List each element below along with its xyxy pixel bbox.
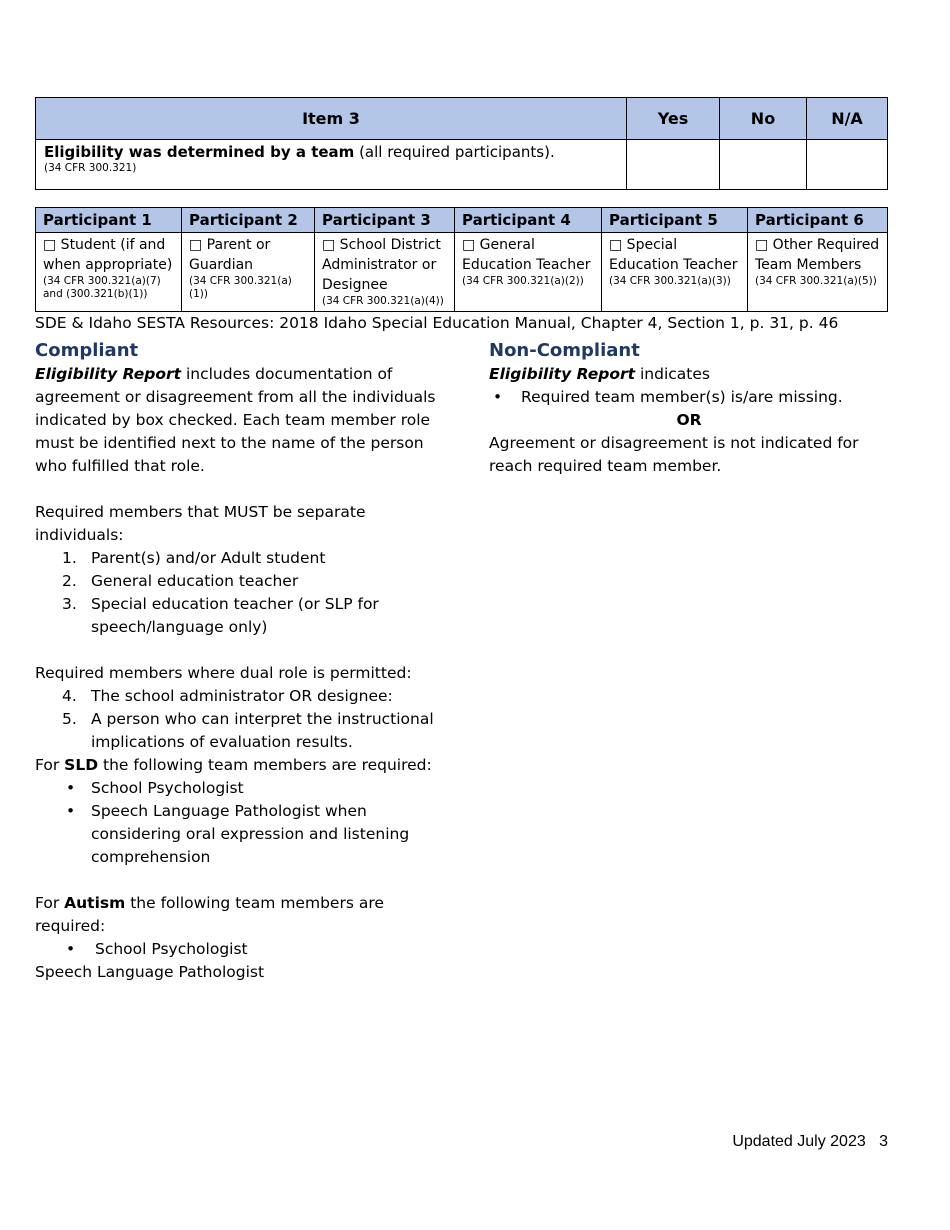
noncompliant-list (489, 386, 889, 409)
list-item: • School Psychologist (66, 940, 248, 958)
sld-members-list (35, 777, 445, 869)
item-description-bold: Eligibility was determined by a team (44, 143, 355, 161)
participant-2-cell[interactable] (182, 233, 315, 312)
compliant-intro (35, 363, 445, 478)
participant-4-citation: (34 CFR 300.321(a)(2)) (462, 275, 584, 287)
participant-6-header: Participant 6 (748, 208, 888, 233)
compliant-intro-rest: includes documentation of agreement or disagreement from all the individuals indicated by box checked. Each team member role must be identified next to the name of the person who fulfilled that role. (35, 365, 436, 475)
item-citation: (34 CFR 300.321) (44, 162, 137, 174)
participant-4-label: □ General Education Teacher (462, 237, 591, 273)
participants-row (36, 233, 888, 312)
separate-intro: Required members that MUST be separate individuals: (35, 503, 366, 544)
item-table-header-row (36, 98, 888, 140)
participant-1-cell[interactable] (36, 233, 182, 312)
participant-4-cell[interactable] (455, 233, 602, 312)
item-table-row (36, 140, 888, 190)
participant-6-cell[interactable] (748, 233, 888, 312)
participant-5-cell[interactable] (602, 233, 748, 312)
noncompliant-intro-em: Eligibility Report (489, 365, 636, 383)
autism-last: Speech Language Pathologist (35, 963, 265, 981)
participant-1-label: □ Student (if and when appropriate) (43, 237, 173, 273)
list-item: 3. Special education teacher (or SLP for speech/language only) (62, 595, 379, 636)
autism-members-list (35, 938, 445, 961)
na-cell[interactable] (807, 140, 888, 190)
item-header: Item 3 (36, 98, 627, 140)
participant-5-citation: (34 CFR 300.321(a)(3)) (609, 275, 731, 287)
participant-1-citation: (34 CFR 300.321(a)(7) and (300.321(b)(1)) (43, 275, 161, 300)
participant-5-label: □ Special Education Teacher (609, 237, 738, 273)
resources-line: SDE & Idaho SESTA Resources: 2018 Idaho Special Education Manual, Chapter 4, Section 1, p. 31, p. 46 (35, 314, 839, 332)
noncompliant-closing: Agreement or disagreement is not indicated for reach required team member. (489, 434, 859, 475)
noncompliant-intro-rest: indicates (635, 365, 710, 383)
updated-date: Updated July 2023 (732, 1133, 866, 1150)
or-separator: OR (676, 411, 702, 429)
dual-members-list (35, 685, 445, 754)
autism-intro: For Autism the following team members are required: (35, 894, 384, 935)
participant-3-header: Participant 3 (315, 208, 455, 233)
participant-5-header: Participant 5 (602, 208, 748, 233)
list-item: 4. The school administrator OR designee: (62, 687, 393, 705)
page-footer (732, 1133, 888, 1151)
participant-6-label: □ Other Required Team Members (755, 237, 880, 273)
item-description-rest: (all required participants). (354, 143, 555, 161)
participants-header-row (36, 208, 888, 233)
dual-intro: Required members where dual role is permitted: (35, 664, 412, 682)
list-item: • Required team member(s) is/are missing. (493, 388, 843, 406)
compliant-column (35, 339, 445, 984)
compliant-heading: Compliant (35, 340, 139, 361)
yes-cell[interactable] (627, 140, 720, 190)
item-3-table (35, 97, 888, 190)
na-header: N/A (807, 98, 888, 140)
noncompliant-column (489, 339, 889, 478)
no-cell[interactable] (720, 140, 807, 190)
participant-4-header: Participant 4 (455, 208, 602, 233)
participant-2-header: Participant 2 (182, 208, 315, 233)
yes-header: Yes (627, 98, 720, 140)
participant-3-citation: (34 CFR 300.321(a)(4)) (322, 295, 444, 307)
participant-1-header: Participant 1 (36, 208, 182, 233)
list-item: • Speech Language Pathologist when considering oral expression and listening comprehension (66, 802, 410, 866)
participant-2-citation: (34 CFR 300.321(a)(1)) (189, 275, 292, 300)
page-number: 3 (879, 1133, 888, 1150)
list-item: 1. Parent(s) and/or Adult student (62, 549, 326, 567)
participant-3-cell[interactable] (315, 233, 455, 312)
list-item: 5. A person who can interpret the instructional implications of evaluation results. (62, 710, 434, 751)
participants-table (35, 207, 888, 312)
separate-members-list (35, 547, 445, 639)
participant-6-citation: (34 CFR 300.321(a)(5)) (755, 275, 877, 287)
list-item: 2. General education teacher (62, 572, 299, 590)
sld-intro: For SLD the following team members are required: (35, 756, 432, 774)
noncompliant-intro (489, 363, 889, 386)
list-item: • School Psychologist (66, 779, 244, 797)
noncompliant-heading: Non-Compliant (489, 340, 640, 361)
no-header: No (720, 98, 807, 140)
compliant-intro-em: Eligibility Report (35, 365, 182, 383)
participant-3-label: □ School District Administrator or Designee (322, 237, 441, 293)
participant-2-label: □ Parent or Guardian (189, 237, 271, 273)
item-description-cell (36, 140, 627, 190)
